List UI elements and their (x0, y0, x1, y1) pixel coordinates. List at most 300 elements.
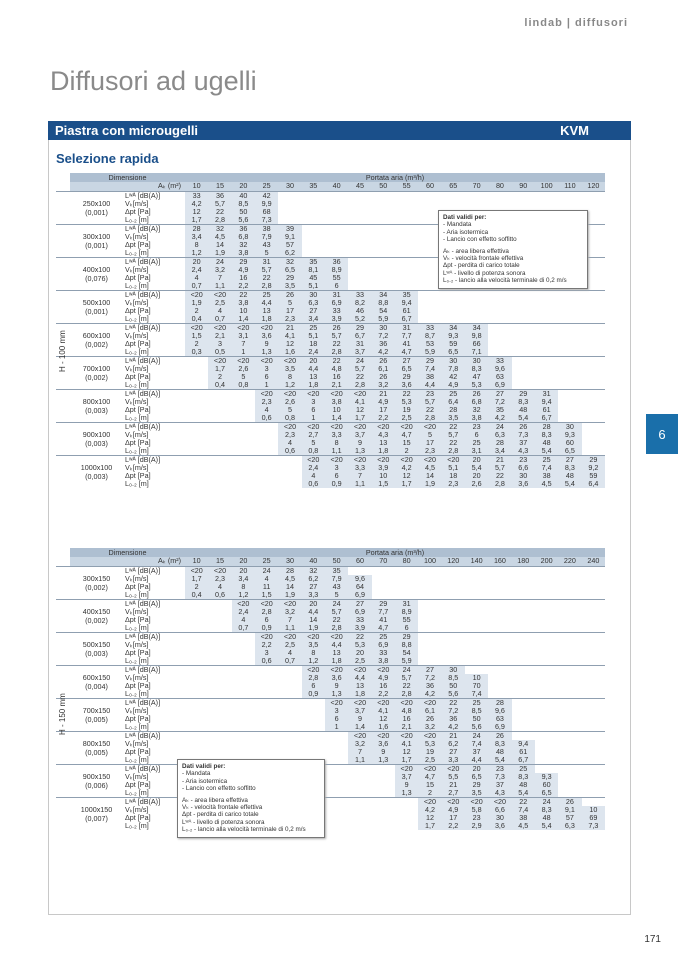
row-label: L₀.₂ [m] (125, 413, 149, 422)
value-cell: 5,7 (255, 266, 278, 274)
empty-cell (185, 649, 208, 657)
row-label: L₀.₂ [m] (125, 215, 149, 224)
legend-line: Lʷᴬ - livello di potenza sonora (443, 269, 526, 277)
row-label: Lʷᴬ [dB(A)] (123, 731, 185, 740)
empty-cell (582, 323, 605, 332)
value-cell: 48 (512, 406, 535, 414)
empty-cell (208, 649, 231, 657)
value-cell: 12 (348, 406, 371, 414)
value-cell: 50 (465, 715, 488, 723)
empty-cell (535, 764, 558, 773)
row-spacer (56, 381, 70, 390)
empty-cell (442, 299, 465, 307)
table-row (56, 323, 605, 332)
area-value: (0,005) (85, 747, 108, 757)
header-airflow: Portata aria (m³/h) (185, 548, 605, 557)
table-row (56, 781, 605, 789)
value-cell: 55 (395, 616, 418, 624)
value-cell: 4,2 (488, 414, 511, 423)
value-cell: 10 (232, 307, 255, 315)
value-cell: 30 (442, 356, 465, 365)
empty-cell (535, 373, 558, 381)
dimension-value: 600x150 (82, 672, 111, 682)
empty-cell (512, 616, 535, 624)
value-cell: <20 (185, 566, 208, 575)
value-cell: 14 (208, 241, 231, 249)
row-label: Vₖ[m/s] (125, 397, 149, 406)
empty-cell (535, 348, 558, 357)
empty-cell (488, 299, 511, 307)
empty-cell (185, 365, 208, 373)
dimension-cell (70, 632, 123, 665)
size-group (56, 599, 605, 632)
value-cell: 27 (418, 665, 441, 674)
value-cell: 29 (372, 599, 395, 608)
empty-cell (465, 290, 488, 299)
value-cell: 3,4 (488, 447, 511, 456)
value-cell: 5,4 (512, 789, 535, 798)
empty-cell (348, 266, 371, 274)
empty-cell (185, 657, 208, 666)
row-spacer (56, 266, 70, 274)
value-cell: 36 (325, 257, 348, 266)
value-cell: 20 (465, 764, 488, 773)
value-cell: <20 (395, 764, 418, 773)
empty-cell (208, 690, 231, 699)
flow-value: 65 (442, 182, 465, 191)
size-group (56, 290, 605, 323)
value-cell: 25 (465, 698, 488, 707)
value-cell: 1,8 (302, 381, 325, 390)
row-label: Vₖ[m/s] (125, 607, 149, 616)
empty-cell (535, 723, 558, 732)
value-cell: 3,7 (348, 431, 371, 439)
value-cell: 29 (418, 356, 441, 365)
empty-cell (302, 740, 325, 748)
row-label: Lʷᴬ [dB(A)] (123, 389, 185, 398)
value-cell: 3,6 (325, 674, 348, 682)
value-cell: 8 (185, 241, 208, 249)
row-label: Lʷᴬ [dB(A)] (123, 797, 185, 806)
value-cell: <20 (418, 455, 441, 464)
empty-cell (395, 208, 418, 216)
value-cell: 7,2 (372, 332, 395, 340)
value-cell: 2,3 (442, 480, 465, 488)
value-cell: 5,3 (348, 641, 371, 649)
empty-cell (208, 698, 231, 707)
row-spacer (56, 665, 70, 674)
empty-cell (372, 789, 395, 798)
empty-cell (512, 665, 535, 674)
header-airflow: Portata aria (m³/h) (185, 173, 605, 182)
empty-cell (372, 822, 395, 830)
value-cell: 20 (465, 472, 488, 480)
dimension-value: 500x100 (82, 297, 111, 307)
table-row (56, 315, 605, 324)
row-label: Δpt [Pa] (125, 648, 151, 657)
empty-cell (582, 657, 605, 666)
empty-cell (582, 707, 605, 715)
dimension-value: 600x100 (82, 330, 111, 340)
value-cell: 4 (278, 439, 301, 447)
legend-line: Δpt - perdita di carico totale (443, 262, 520, 270)
value-cell: 1,3 (325, 690, 348, 699)
empty-cell (512, 348, 535, 357)
table-header-row (56, 548, 605, 557)
value-cell: 4 (302, 472, 325, 480)
value-cell: 27 (348, 599, 371, 608)
dimension-cell (70, 191, 123, 224)
empty-cell (278, 740, 301, 748)
empty-cell (558, 599, 581, 608)
value-cell: 6 (255, 616, 278, 624)
value-cell: <20 (372, 731, 395, 740)
empty-cell (535, 323, 558, 332)
info-line: - Aria isotermica (443, 228, 489, 236)
value-cell: 29 (395, 632, 418, 641)
value-cell: 22 (325, 356, 348, 365)
value-cell: 19 (395, 406, 418, 414)
empty-cell (558, 632, 581, 641)
value-cell: 6,7 (535, 414, 558, 423)
value-cell: 4,2 (442, 723, 465, 732)
dimension-cell (70, 698, 123, 731)
empty-cell (582, 290, 605, 299)
value-cell: 16 (325, 373, 348, 381)
header-spacer (56, 182, 70, 191)
brand-header: lindab | diffusori (524, 17, 628, 29)
empty-cell (535, 608, 558, 616)
table-row (56, 797, 605, 806)
value-cell: 1,7 (208, 365, 231, 373)
empty-cell (208, 422, 231, 431)
empty-cell (582, 340, 605, 348)
empty-cell (442, 290, 465, 299)
empty-cell (208, 657, 231, 666)
value-cell: 42 (255, 191, 278, 200)
table-row (56, 332, 605, 340)
value-cell: 13 (325, 649, 348, 657)
legend-line: Vₖ - velocità frontale effettiva (443, 255, 524, 263)
table-row (56, 381, 605, 390)
row-label: Lʷᴬ [dB(A)] (123, 356, 185, 365)
empty-cell (582, 756, 605, 765)
empty-cell (348, 814, 371, 822)
empty-cell (232, 682, 255, 690)
value-cell: 48 (535, 814, 558, 822)
empty-cell (255, 690, 278, 699)
table-row (56, 806, 605, 814)
empty-cell (372, 764, 395, 773)
empty-cell (348, 224, 371, 233)
value-cell: 37 (488, 781, 511, 789)
empty-cell (488, 583, 511, 591)
value-cell: 2,9 (465, 822, 488, 830)
value-cell: <20 (372, 665, 395, 674)
value-cell: 2 (185, 340, 208, 348)
empty-cell (232, 723, 255, 732)
value-cell: 7 (348, 472, 371, 480)
value-cell: 24 (535, 797, 558, 806)
empty-cell (535, 583, 558, 591)
value-cell: <20 (185, 323, 208, 332)
empty-cell (582, 365, 605, 373)
empty-cell (348, 233, 371, 241)
value-cell: 5,6 (442, 690, 465, 699)
value-cell: 48 (488, 748, 511, 756)
empty-cell (418, 599, 441, 608)
value-cell: 25 (465, 439, 488, 447)
empty-cell (302, 208, 325, 216)
flow-value: 240 (582, 557, 605, 566)
value-cell: 3,6 (512, 480, 535, 488)
value-cell: 28 (488, 698, 511, 707)
value-cell: 4,9 (372, 674, 395, 682)
value-cell: 22 (208, 208, 231, 216)
value-cell: 7,4 (418, 365, 441, 373)
empty-cell (208, 439, 231, 447)
empty-cell (208, 682, 231, 690)
empty-cell (372, 591, 395, 600)
table-row (56, 822, 605, 830)
empty-cell (255, 723, 278, 732)
value-cell: <20 (418, 731, 441, 740)
value-cell: 3,3 (302, 591, 325, 600)
empty-cell (558, 657, 581, 666)
empty-cell (232, 414, 255, 423)
empty-cell (232, 649, 255, 657)
empty-cell (512, 566, 535, 575)
empty-cell (558, 624, 581, 633)
value-cell: 43 (325, 583, 348, 591)
row-label: Lʷᴬ [dB(A)] (123, 257, 185, 266)
table-row (56, 674, 605, 682)
value-cell: 5,2 (348, 315, 371, 324)
empty-cell (558, 381, 581, 390)
empty-cell (372, 781, 395, 789)
empty-cell (418, 591, 441, 600)
area-value: (0,003) (85, 648, 108, 658)
empty-cell (302, 748, 325, 756)
value-cell: 4,2 (372, 348, 395, 357)
value-cell: 27 (395, 356, 418, 365)
value-cell: 20 (302, 599, 325, 608)
value-cell: 2,8 (348, 381, 371, 390)
value-cell: 8,2 (348, 299, 371, 307)
empty-cell (372, 274, 395, 282)
empty-cell (582, 731, 605, 740)
empty-cell (558, 398, 581, 406)
size-group (56, 422, 605, 455)
value-cell: <20 (302, 632, 325, 641)
row-label: Vₖ[m/s] (125, 265, 149, 274)
empty-cell (582, 608, 605, 616)
chapter-tab[interactable]: 6 (646, 414, 678, 454)
value-cell: 26 (558, 797, 581, 806)
empty-cell (185, 641, 208, 649)
row-spacer (56, 455, 70, 464)
value-cell: <20 (372, 422, 395, 431)
value-cell: 22 (395, 682, 418, 690)
row-spacer (56, 406, 70, 414)
empty-cell (208, 632, 231, 641)
empty-cell (325, 731, 348, 740)
empty-cell (582, 723, 605, 732)
empty-cell (558, 641, 581, 649)
value-cell: 6 (325, 472, 348, 480)
empty-cell (185, 698, 208, 707)
value-cell: <20 (232, 599, 255, 608)
value-cell: 23 (465, 422, 488, 431)
empty-cell (558, 373, 581, 381)
value-cell: 61 (512, 748, 535, 756)
value-cell: 42 (442, 373, 465, 381)
value-cell: 5,3 (465, 381, 488, 390)
empty-cell (488, 632, 511, 641)
value-cell: 2,8 (325, 348, 348, 357)
empty-cell (558, 591, 581, 600)
empty-cell (255, 740, 278, 748)
empty-cell (278, 472, 301, 480)
empty-cell (208, 674, 231, 682)
table-row (56, 682, 605, 690)
value-cell: 32 (278, 257, 301, 266)
empty-cell (512, 332, 535, 340)
row-spacer (56, 200, 70, 208)
table-row (56, 707, 605, 715)
value-cell: 22 (325, 616, 348, 624)
row-label: Vₖ[m/s] (125, 199, 149, 208)
value-cell: 6,7 (348, 332, 371, 340)
header-area: Aₖ (m²) (70, 182, 185, 191)
value-cell: 6,4 (582, 480, 605, 488)
value-cell: <20 (395, 455, 418, 464)
flow-value: 30 (278, 557, 301, 566)
value-cell: 6,2 (278, 249, 301, 258)
value-cell: 17 (372, 406, 395, 414)
value-cell: 5 (278, 299, 301, 307)
table-row (56, 406, 605, 414)
row-label: Lʷᴬ [dB(A)] (123, 290, 185, 299)
value-cell: 30 (558, 422, 581, 431)
empty-cell (395, 224, 418, 233)
value-cell: 36 (232, 224, 255, 233)
table-row (56, 665, 605, 674)
value-cell: 6,1 (372, 365, 395, 373)
row-label: Δpt [Pa] (125, 207, 151, 216)
value-cell: 7,4 (512, 806, 535, 814)
value-cell: 1,1 (208, 282, 231, 291)
row-label: Δpt [Pa] (125, 306, 151, 315)
empty-cell (558, 356, 581, 365)
value-cell: 22 (442, 422, 465, 431)
empty-cell (582, 599, 605, 608)
value-cell: 1,6 (278, 348, 301, 357)
value-cell: 6,5 (535, 789, 558, 798)
value-cell: 10 (465, 674, 488, 682)
value-cell: 25 (255, 290, 278, 299)
value-cell: 4,2 (418, 690, 441, 699)
value-cell: 10 (372, 472, 395, 480)
row-spacer (56, 756, 70, 765)
dimension-value: 700x100 (82, 363, 111, 373)
value-cell: 4,7 (418, 773, 441, 781)
flow-value: 60 (348, 557, 371, 566)
value-cell: <20 (278, 632, 301, 641)
empty-cell (208, 480, 231, 488)
size-group (56, 698, 605, 731)
empty-cell (512, 723, 535, 732)
empty-cell (208, 472, 231, 480)
value-cell: 9,4 (535, 398, 558, 406)
empty-cell (395, 583, 418, 591)
empty-cell (372, 233, 395, 241)
value-cell: 29 (395, 373, 418, 381)
row-spacer (56, 781, 70, 789)
value-cell: <20 (325, 665, 348, 674)
value-cell: 26 (325, 323, 348, 332)
table-row (56, 464, 605, 472)
size-group (56, 455, 605, 488)
empty-cell (255, 748, 278, 756)
value-cell: 1,3 (372, 756, 395, 765)
table-row (56, 398, 605, 406)
value-cell: 26 (418, 715, 441, 723)
value-cell: 50 (232, 208, 255, 216)
empty-cell (582, 348, 605, 357)
value-cell: 17 (418, 439, 441, 447)
value-cell: <20 (442, 797, 465, 806)
value-cell: 2,8 (488, 480, 511, 488)
value-cell: 12 (372, 715, 395, 723)
value-cell: 0,4 (185, 591, 208, 600)
table-header-row (56, 173, 605, 182)
empty-cell (372, 773, 395, 781)
value-cell: 9 (348, 715, 371, 723)
empty-cell (185, 608, 208, 616)
value-cell: 31 (325, 290, 348, 299)
value-cell: 5 (302, 439, 325, 447)
empty-cell (325, 814, 348, 822)
value-cell: 30 (302, 290, 325, 299)
value-cell: 3,4 (185, 233, 208, 241)
row-label: Vₖ[m/s] (125, 640, 149, 649)
row-label: L₀.₂ [m] (125, 755, 149, 764)
row-spacer (56, 191, 70, 200)
empty-cell (325, 773, 348, 781)
empty-cell (488, 307, 511, 315)
row-label: Δpt [Pa] (125, 438, 151, 447)
empty-cell (442, 307, 465, 315)
row-label: Δpt [Pa] (125, 747, 151, 756)
table-row (56, 608, 605, 616)
dimension-value: 400x100 (82, 264, 111, 274)
value-cell: 5,1 (302, 332, 325, 340)
empty-cell (488, 649, 511, 657)
empty-cell (395, 216, 418, 225)
row-spacer (56, 472, 70, 480)
value-cell: 9,8 (465, 332, 488, 340)
row-label: Lʷᴬ [dB(A)] (123, 632, 185, 641)
value-cell: 6,8 (465, 398, 488, 406)
value-cell: 3,4 (232, 575, 255, 583)
value-cell: 6,5 (278, 266, 301, 274)
empty-cell (442, 315, 465, 324)
value-cell: 1,1 (348, 480, 371, 488)
empty-cell (302, 731, 325, 740)
empty-cell (232, 480, 255, 488)
value-cell: 9,6 (488, 707, 511, 715)
